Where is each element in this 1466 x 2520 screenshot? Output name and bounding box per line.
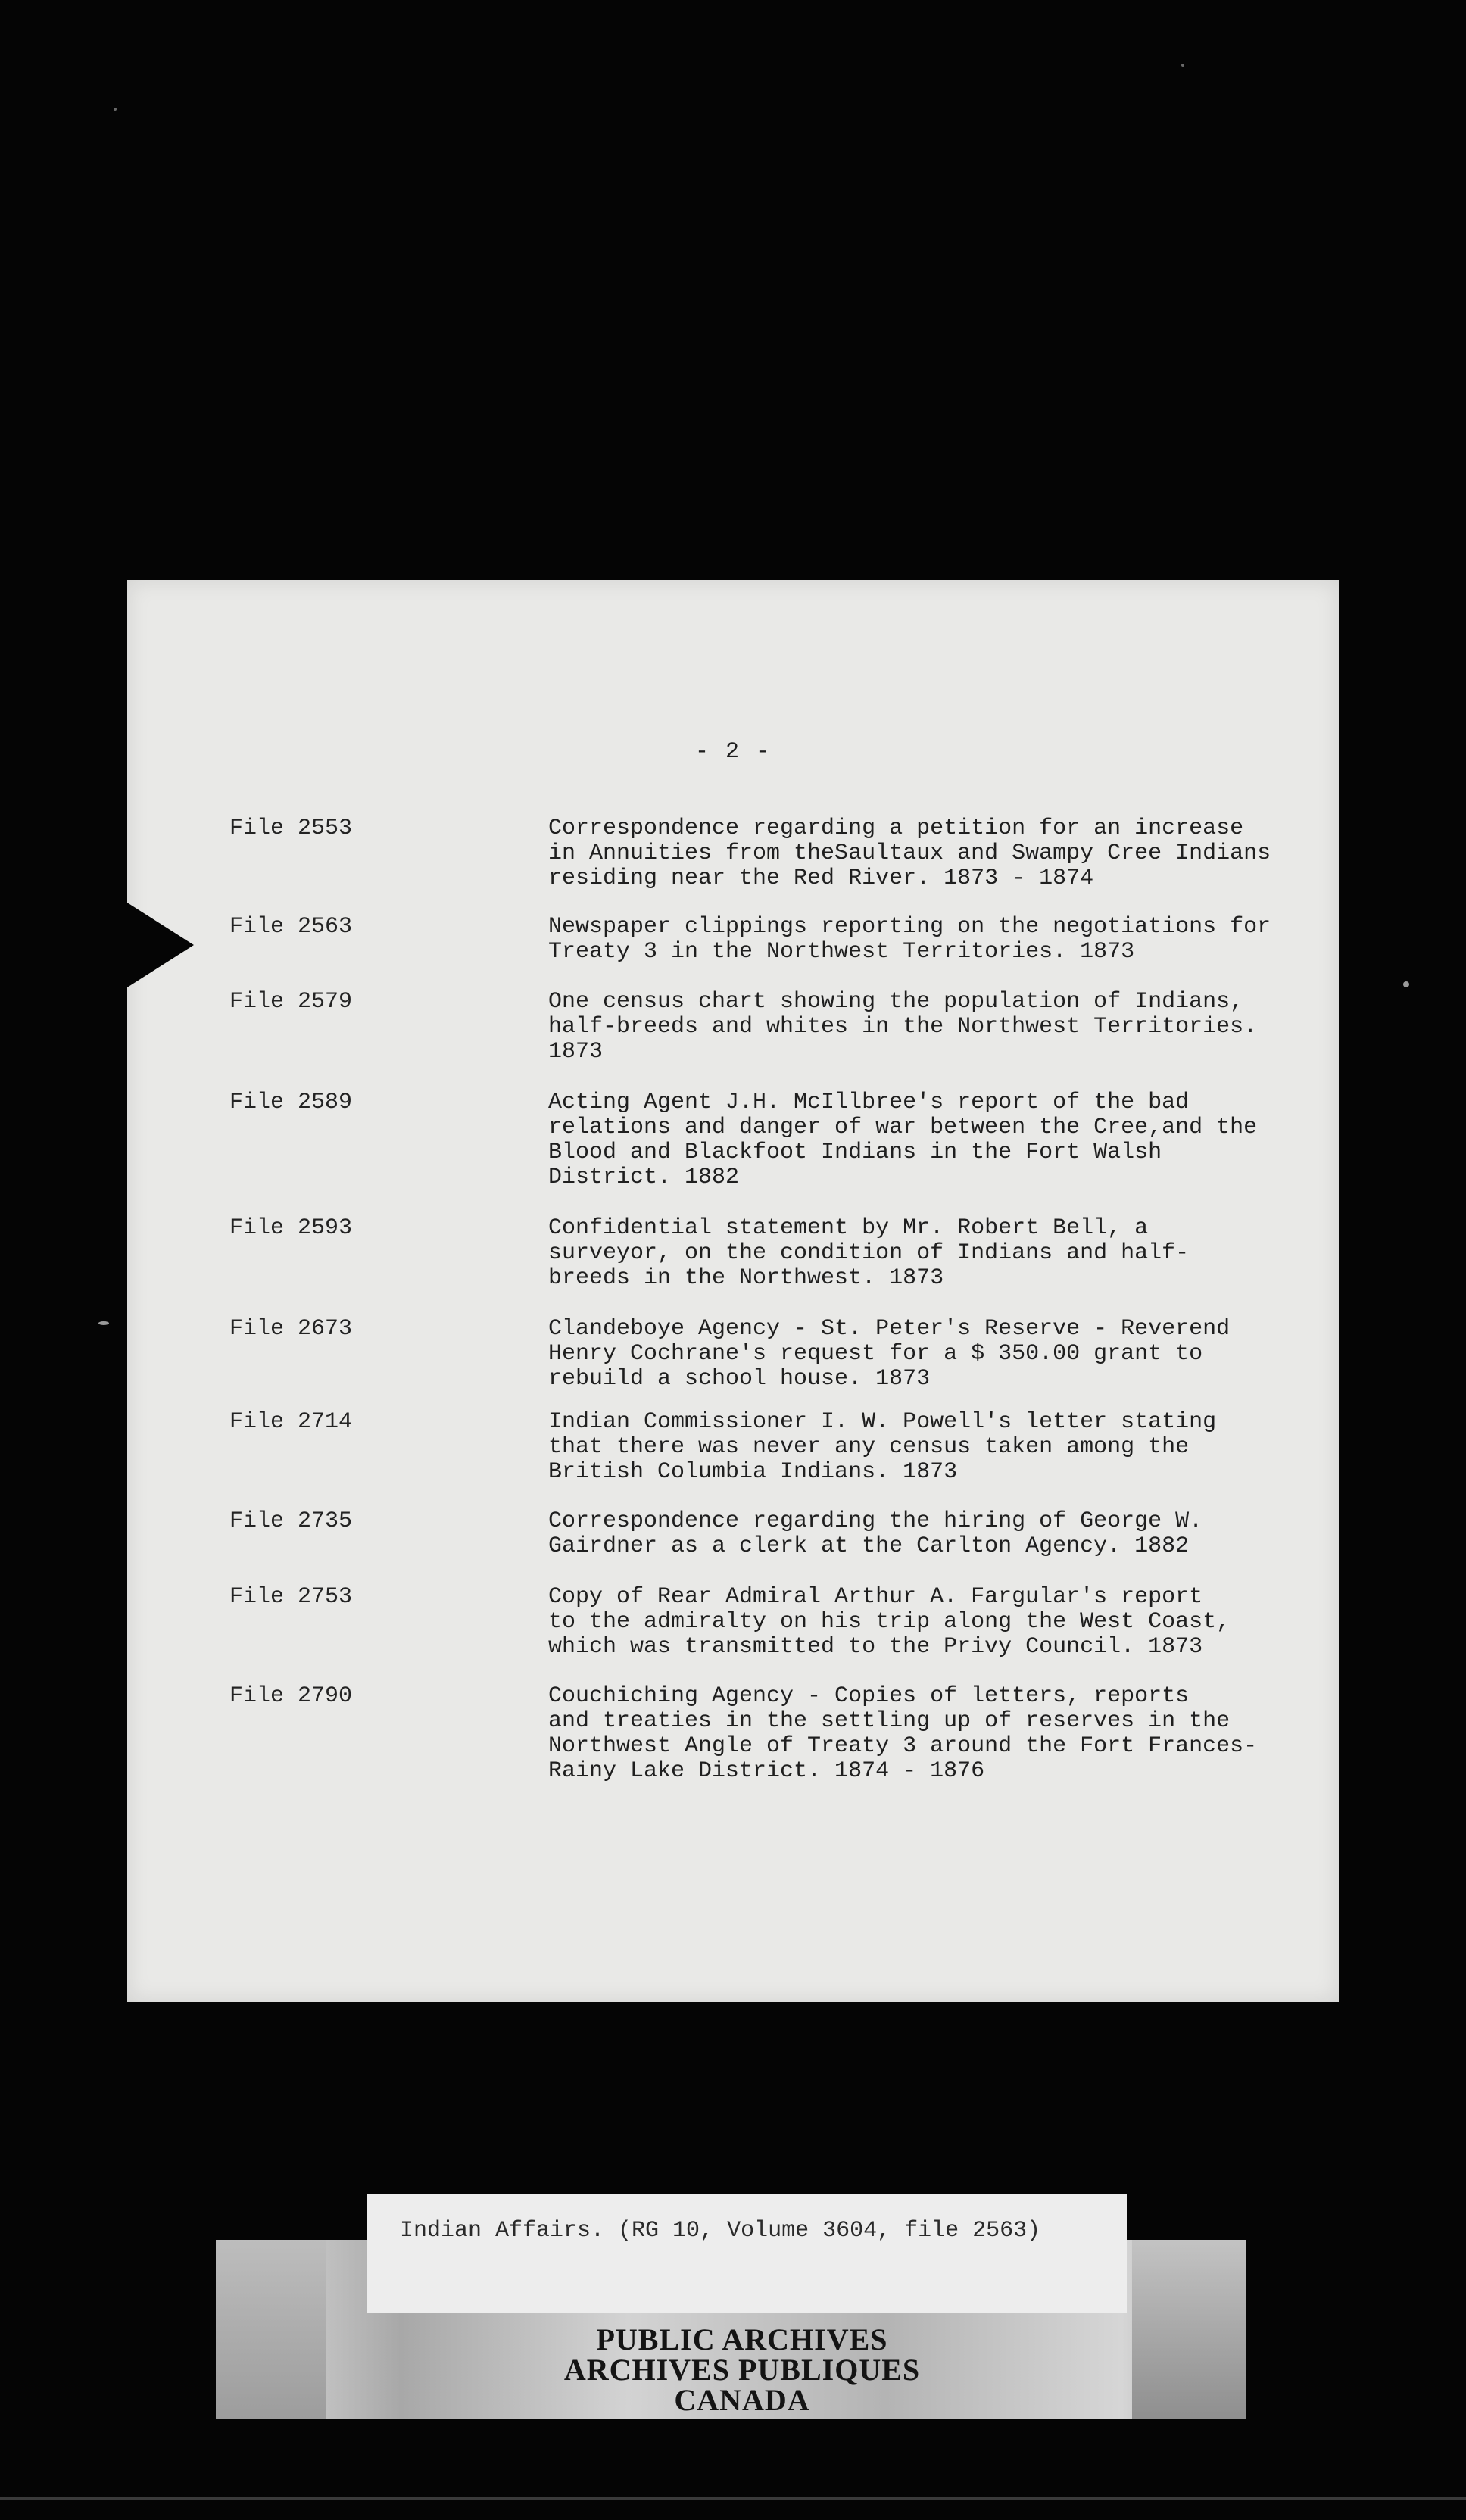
file-description: Confidential statement by Mr. Robert Bell, a surveyor, on the condition of Indians and half- breeds in the Northwest. 1873 <box>548 1215 1190 1291</box>
stamp-line: PUBLIC ARCHIVES <box>596 2322 888 2356</box>
file-number: File 2673 <box>229 1316 353 1342</box>
file-number: File 2714 <box>229 1409 353 1435</box>
strip-left-tab <box>216 2240 326 2419</box>
film-speck <box>1181 64 1184 67</box>
stamp-line: ARCHIVES PUBLIQUES <box>563 2353 921 2387</box>
file-description: Clandeboye Agency - St. Peter's Reserve - Reverend Henry Cochrane's request for a $ 350.00 grant to rebuild a school house. 1873 <box>548 1316 1231 1392</box>
file-number: File 2753 <box>229 1584 353 1610</box>
archives-stamp <box>485 2322 1000 2417</box>
film-speck <box>98 1321 109 1325</box>
file-number: File 2593 <box>229 1215 353 1241</box>
file-number: File 2589 <box>229 1090 353 1115</box>
stamp-line: CANADA <box>674 2383 810 2417</box>
microfilm-tab-notch <box>127 903 194 987</box>
film-speck <box>114 108 117 111</box>
reference-text: Indian Affairs. (RG 10, Volume 3604, file 2563) <box>400 2218 1041 2244</box>
file-number: File 2579 <box>229 989 353 1015</box>
file-description: One census chart showing the population of Indians, half-breeds and whites in the Northwest Territories. 1873 <box>548 989 1258 1065</box>
document-page <box>127 580 1339 2002</box>
file-description: Newspaper clippings reporting on the negotiations for Treaty 3 in the Northwest Territories. 1873 <box>548 914 1271 965</box>
file-description: Correspondence regarding the hiring of George W. Gairdner as a clerk at the Carlton Agency. 1882 <box>548 1508 1203 1559</box>
file-description: Couchiching Agency - Copies of letters, reports and treaties in the settling up of reserves in the Northwest Angle of Treaty 3 around the Fort Frances- Rainy Lake District. 1874 - 1876 <box>548 1683 1258 1784</box>
file-description: Correspondence regarding a petition for an increase in Annuities from theSaultaux and Swampy Cree Indians residing near the Red River. 1873 - 1874 <box>548 816 1271 891</box>
file-description: Copy of Rear Admiral Arthur A. Fargular's report to the admiralty on his trip along the West Coast, which was transmitted to the Privy Council. 1873 <box>548 1584 1231 1660</box>
file-number: File 2553 <box>229 816 353 841</box>
strip-right-tab <box>1132 2240 1246 2419</box>
reference-card <box>366 2194 1127 2313</box>
file-number: File 2563 <box>229 914 353 940</box>
file-description: Indian Commissioner I. W. Powell's letter stating that there was never any census taken among the British Columbia Indians. 1873 <box>548 1409 1217 1485</box>
file-number: File 2735 <box>229 1508 353 1534</box>
film-speck <box>1403 981 1409 987</box>
film-edge-line <box>0 2497 1466 2500</box>
file-description: Acting Agent J.H. McIllbree's report of the bad relations and danger of war between the Cree,and the Blood and Blackfoot Indians in the Fort Walsh District. 1882 <box>548 1090 1258 1190</box>
file-number: File 2790 <box>229 1683 353 1709</box>
page-number: - 2 - <box>694 739 771 765</box>
